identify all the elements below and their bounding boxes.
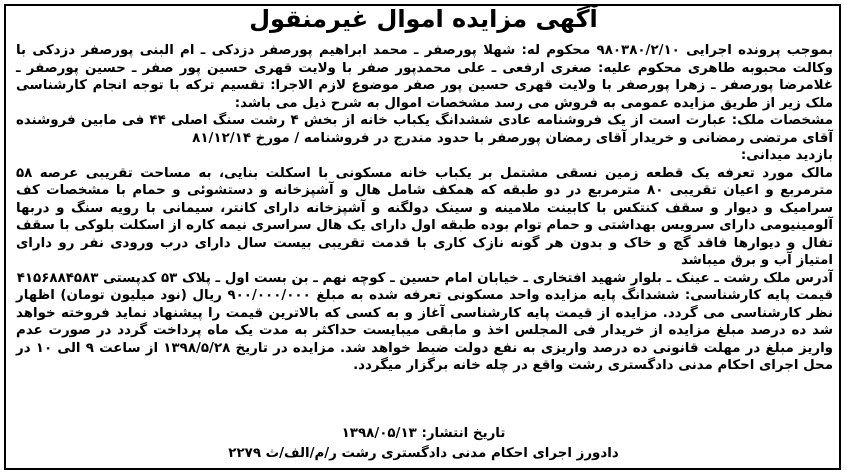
publish-date: تاریخ انتشار: ۱۳۹۸/۰۵/۱۳ (341, 426, 506, 441)
case-paragraph: بموجب پرونده اجرایی ۹۸۰۳۸۰/۲/۱۰ محکوم له: شهلا پورصفر ـ محمد ابراهیم پورصفر دزدکی ـ ام البنی پورصفر دزدکی با وکالت محبوبه طاهری محکوم علیه: صغری ارفعی ـ علی محمدپور صفر با ولایت قهری حسین پور صفر ـ حسین پورصفر ـ غلامرضا پورصفر ـ زهرا پورصفر با ولایت قهری حسین پور صفر موضوع لازم الاجرا: تقسیم ترکه با توجه انجام کارشناسی ملک زیر از طریق مزایده عمومی به فروش می رسد مشخصات اموال به شرح ذیل می باشد: (16, 43, 833, 111)
notice-title: آگهی مزایده اموال غیرمنقول (249, 5, 598, 33)
property-spec-paragraph: مشخصات ملک: عبارت است از یک فروشنامه عادی ششدانگ یکباب خانه از بخش ۴ رشت سنگ اصلی ۴۴ فی مابین فروشنده آقای مرتضی رمضانی و خریدار آقای رمضان پورصفر با حدود مندرج در فروشنامه / مورخ ۸۱/۱۲/۱۴ (16, 113, 833, 146)
visit-heading: بازدید میدانی: (740, 148, 833, 163)
signature: دادورز اجرای احکام مدنی دادگستری رشت ر/م/الف/ث ۲۲۷۹ (228, 446, 619, 461)
address-paragraph: آدرس ملک رشت ـ عینک ـ بلوار شهید افتخاری ـ خیابان امام حسین ـ کوچه نهم ـ بن بست اول ـ پلاک ۵۳ کدپستی ۴۱۵۶۸۸۴۵۸۳ (16, 270, 833, 286)
description-paragraph: مالک مورد تعرفه یک قطعه زمین نسقی مشتمل بر یکباب خانه مسکونی با اسکلت بنایی، به مساحت تقریبی عرصه ۵۸ مترمربع و اعیان تقریبی ۸۰ مترمربع در دو طبقه که همکف شامل هال و آشپزخانه و دستشوئی و حمام با مشخصات کف سرامیک و دیوار و سقف کنتکس با کابینت ملامینه و سینک دولگنه و آشپزخانه دارای کانتر، سیمانی با رویه سنگ و دربها آلومینیومی دارای سرویس بهداشتی و حمام توام بوده طبقه اول دارای یک هال سراسری نیمه کاره از اسکلت بلوکی با سقف تفال و دیوارها فاقد گچ و خاک و بدون هر گونه نازک کاری با قدمت تقریبی بیست سال دارای درب ورودی نفر رو دارای امتیاز آب و برق میباشد (16, 165, 833, 268)
price-paragraph: قیمت پایه کارشناسی: ششدانگ پایه مزایده واحد مسکونی تعرفه شده به مبلغ ۹۰۰/۰۰۰/۰۰۰ ریال (نود میلیون تومان) اظهار نظر کارشناسی می گردد. مزایده از قیمت پایه کارشناسی آغاز و به کسی که بالاترین قیمت را پیشنهاد نماید فروخته خواهد شد ده درصد مبلغ مزایده از خریدار فی المجلس اخذ و مابقی میبایست حداکثر به مدت یک ماه پرداخت گردد در صورت عدم واریز مبلغ در مهلت قانونی ده درصد واریزی به نفع دولت ضبط خواهد شد. مزایده در تاریخ ۱۳۹۸/۵/۲۸ از ساعت ۹ الی ۱۰ در محل اجرای احکام مدنی دادگستری رشت واقع در چله خانه برگزار میگردد. (16, 288, 834, 373)
notice-body (16, 42, 833, 375)
